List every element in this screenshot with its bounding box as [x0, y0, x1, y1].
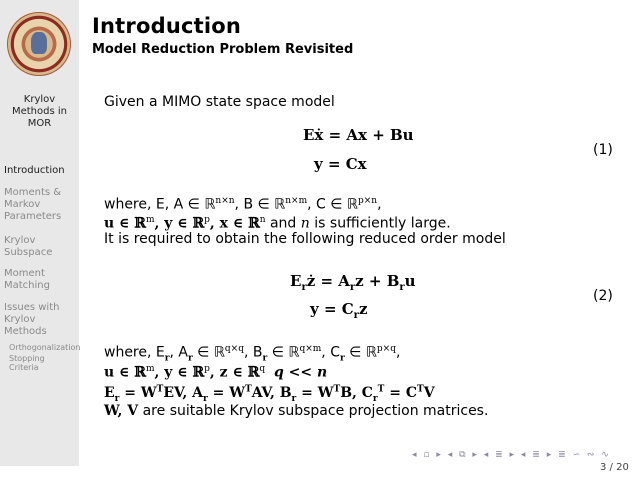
- reduced-output-equation: $y = C_rz$: [310, 300, 368, 321]
- equation-number-1: (1): [593, 142, 613, 158]
- frame-title: Introduction: [92, 14, 242, 38]
- intro-line: Given a MIMO state space model: [104, 94, 335, 110]
- sidebar-item-krylov-subspace[interactable]: Krylov Subspace: [4, 235, 53, 258]
- sidebar: [0, 0, 79, 466]
- requirement-line: It is required to obtain the following reduced order model: [104, 231, 506, 247]
- sidebar-subitem-orthogonalization[interactable]: Orthogonalization: [9, 343, 81, 352]
- equation-number-2: (2): [593, 288, 613, 304]
- state-equation: Eẋ = Ax + Bu: [303, 126, 414, 144]
- projection-line: $E_r = W^TEV$, $A_r = W^TAV$, $B_r = W^TB$, $C_r^T = C^TV$: [104, 384, 435, 404]
- sidebar-item-introduction[interactable]: Introduction: [4, 165, 65, 176]
- vector-dims-line-1: u ∈ ℝ$^m$, y ∈ ℝ$^p$, x ∈ ℝ$^n$ and n is sufficiently large.: [104, 215, 451, 232]
- beamer-navigation-controls[interactable]: ◂ ▫ ▸ ◂ ⧉ ▸ ◂ ≣ ▸ ◂ ≣ ▸ ≣ ∽ ∾ ∿: [412, 450, 611, 460]
- sidebar-item-issues-krylov[interactable]: Issues with Krylov Methods: [4, 302, 60, 337]
- output-equation: y = Cx: [314, 155, 367, 173]
- frame-subtitle: Model Reduction Problem Revisited: [92, 42, 354, 57]
- where-line-1: where, E, A ∈ ℝ$^{n\times n}$, B ∈ ℝ$^{n\times m}$, C ∈ ℝ$^{p\times n}$,: [104, 196, 382, 213]
- sidebar-subitem-stopping-criteria[interactable]: Stopping Criteria: [9, 354, 45, 372]
- vector-dims-line-2: u ∈ ℝ$^m$, y ∈ ℝ$^p$, z ∈ ℝ$^q$ q << n: [104, 364, 328, 381]
- where-line-2: where, $E_r$, $A_r$ ∈ ℝ$^{q\times q}$, $B_r$ ∈ ℝ$^{q\times m}$, $C_r$ ∈ ℝ$^{p\times q}$,: [104, 344, 401, 364]
- sidebar-item-moments-markov[interactable]: Moments & Markov Parameters: [4, 187, 62, 222]
- reduced-state-equation: $E_rż = A_rz + B_ru$: [290, 272, 416, 293]
- presentation-title: Krylov Methods in MOR: [11, 94, 67, 129]
- page-number: 3 / 20: [600, 462, 629, 473]
- projection-description: W, V are suitable Krylov subspace projection matrices.: [104, 403, 489, 419]
- sidebar-item-moment-matching[interactable]: Moment Matching: [4, 268, 50, 291]
- university-seal-logo: [7, 12, 71, 76]
